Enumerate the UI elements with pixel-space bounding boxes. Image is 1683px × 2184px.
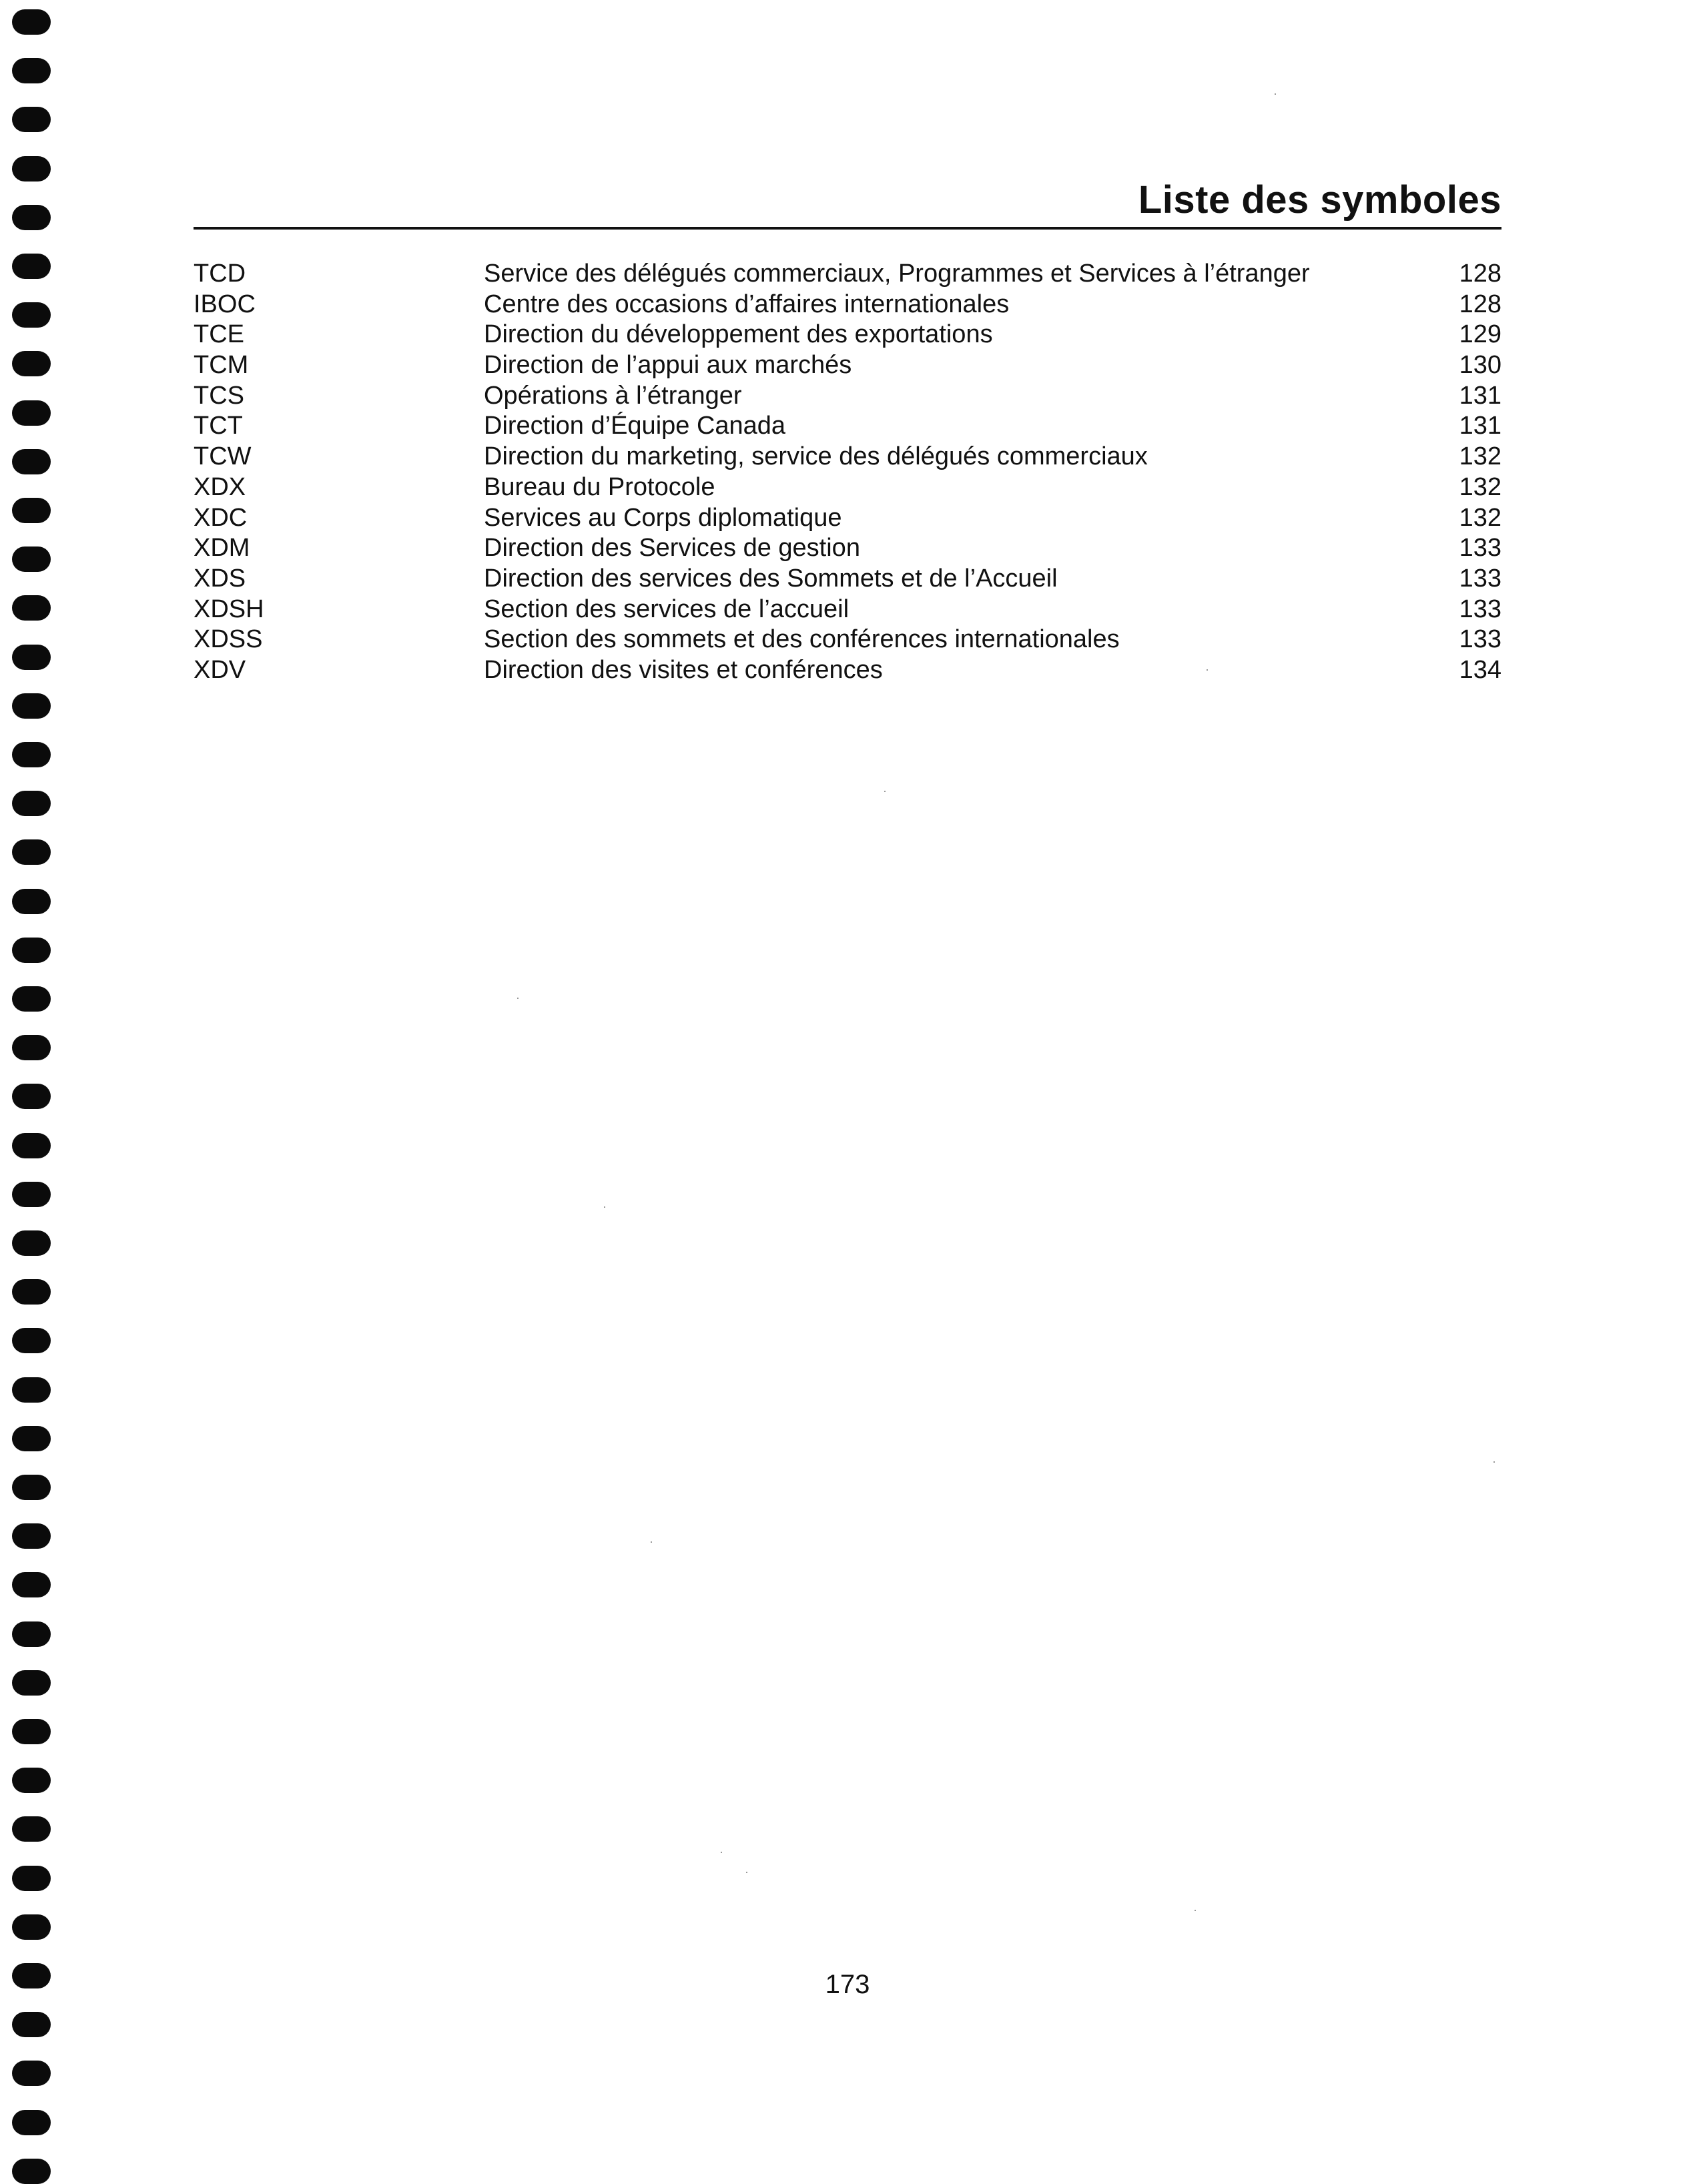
symbol-description: Direction du développement des exportations	[484, 320, 993, 349]
page-reference: 133	[1459, 534, 1501, 563]
symbol-code: TCE	[194, 320, 244, 349]
scan-speck	[884, 791, 886, 792]
list-item	[194, 655, 1501, 686]
binding-hole	[12, 1816, 51, 1842]
binding-hole	[12, 742, 51, 767]
scan-speck	[746, 1872, 747, 1873]
symbol-description: Direction des Services de gestion	[484, 534, 860, 563]
binding-hole	[12, 889, 51, 914]
page-reference: 129	[1459, 320, 1501, 349]
binding-hole	[12, 205, 51, 230]
list-item	[194, 442, 1501, 472]
symbol-description: Bureau du Protocole	[484, 472, 715, 501]
page-reference: 133	[1459, 625, 1501, 654]
symbol-code: XDX	[194, 472, 246, 501]
symbol-list	[194, 259, 1501, 686]
list-item	[194, 381, 1501, 412]
symbol-code: IBOC	[194, 290, 256, 318]
symbol-description: Centre des occasions d’affaires internationales	[484, 290, 1010, 318]
binding-hole	[12, 1523, 51, 1549]
binding-hole	[12, 1963, 51, 1988]
binding-hole	[12, 1182, 51, 1207]
binding-hole	[12, 1230, 51, 1256]
symbol-code: XDS	[194, 564, 246, 593]
symbol-code: TCM	[194, 351, 249, 380]
binding-hole	[12, 1719, 51, 1744]
binding-hole	[12, 645, 51, 670]
page-reference: 130	[1459, 351, 1501, 380]
list-item	[194, 503, 1501, 534]
binding-hole	[12, 1133, 51, 1158]
binding-hole	[12, 791, 51, 816]
scan-speck	[651, 1541, 652, 1543]
list-item	[194, 564, 1501, 595]
page-reference: 134	[1459, 655, 1501, 684]
page-reference: 132	[1459, 442, 1501, 471]
binding-hole	[12, 2159, 51, 2184]
binding-hole	[12, 302, 51, 328]
binding-hole	[12, 986, 51, 1012]
symbol-code: TCS	[194, 381, 244, 410]
binding-hole	[12, 693, 51, 719]
binding-hole	[12, 107, 51, 132]
symbol-code: TCW	[194, 442, 252, 471]
binding-hole	[12, 595, 51, 621]
symbol-description: Services au Corps diplomatique	[484, 503, 842, 532]
page-reference: 128	[1459, 290, 1501, 318]
binding-hole	[12, 2061, 51, 2086]
binding-hole	[12, 1328, 51, 1353]
list-item	[194, 290, 1501, 320]
binding-hole	[12, 400, 51, 426]
page-reference: 131	[1459, 381, 1501, 410]
list-item	[194, 259, 1501, 290]
binding-hole	[12, 1572, 51, 1597]
binding-hole	[12, 1377, 51, 1403]
title-rule	[194, 227, 1501, 230]
page-reference: 131	[1459, 412, 1501, 440]
binding-hole	[12, 839, 51, 865]
symbol-code: TCT	[194, 412, 243, 440]
list-item	[194, 350, 1501, 381]
scan-speck	[1275, 93, 1276, 95]
scan-speck	[1195, 1910, 1196, 1911]
scan-speck	[1493, 1461, 1495, 1463]
binding-hole	[12, 1768, 51, 1793]
binding-hole	[12, 1084, 51, 1109]
list-item	[194, 411, 1501, 442]
symbol-description: Direction des visites et conférences	[484, 655, 883, 684]
list-item	[194, 625, 1501, 655]
binding-hole	[12, 1279, 51, 1305]
scan-speck	[517, 998, 519, 999]
binding-hole	[12, 58, 51, 83]
list-item	[194, 533, 1501, 564]
binding-hole	[12, 351, 51, 376]
symbol-description: Direction du marketing, service des délégués commerciaux	[484, 442, 1148, 471]
symbol-description: Service des délégués commerciaux, Programmes et Services à l’étranger	[484, 260, 1310, 288]
binding-hole	[12, 1670, 51, 1696]
symbol-code: XDC	[194, 503, 248, 532]
symbol-description: Direction d’Équipe Canada	[484, 412, 786, 440]
binding-hole	[12, 938, 51, 963]
binding-hole	[12, 498, 51, 523]
binding-hole	[12, 1035, 51, 1060]
binding-hole	[12, 1426, 51, 1451]
binding-hole	[12, 9, 51, 35]
symbol-code: XDSH	[194, 595, 264, 623]
scan-speck	[721, 1852, 722, 1853]
symbol-code: XDV	[194, 655, 246, 684]
symbol-code: XDSS	[194, 625, 263, 654]
binding-hole	[12, 254, 51, 279]
binding-hole	[12, 2110, 51, 2135]
list-item	[194, 320, 1501, 350]
symbol-code: TCD	[194, 260, 246, 288]
symbol-description: Direction de l’appui aux marchés	[484, 351, 852, 380]
binding-hole	[12, 1621, 51, 1647]
symbol-description: Direction des services des Sommets et de l’Accueil	[484, 564, 1058, 593]
scan-speck	[1207, 669, 1208, 671]
binding-holes	[12, 9, 52, 2178]
binding-hole	[12, 449, 51, 474]
page-reference: 132	[1459, 472, 1501, 501]
binding-hole	[12, 1475, 51, 1500]
symbol-description: Opérations à l’étranger	[484, 381, 742, 410]
page-reference: 132	[1459, 503, 1501, 532]
page-reference: 128	[1459, 260, 1501, 288]
page-reference: 133	[1459, 595, 1501, 623]
binding-hole	[12, 2012, 51, 2037]
page-reference: 133	[1459, 564, 1501, 593]
page-title: Liste des symboles	[1138, 178, 1501, 222]
binding-hole	[12, 156, 51, 181]
symbol-description: Section des sommets et des conférences internationales	[484, 625, 1120, 654]
binding-hole	[12, 547, 51, 572]
symbol-description: Section des services de l’accueil	[484, 595, 850, 623]
binding-hole	[12, 1866, 51, 1891]
symbol-code: XDM	[194, 534, 250, 563]
page-number: 173	[825, 1970, 870, 1999]
binding-hole	[12, 1914, 51, 1940]
scan-speck	[604, 1206, 605, 1208]
list-item	[194, 472, 1501, 503]
list-item	[194, 595, 1501, 625]
